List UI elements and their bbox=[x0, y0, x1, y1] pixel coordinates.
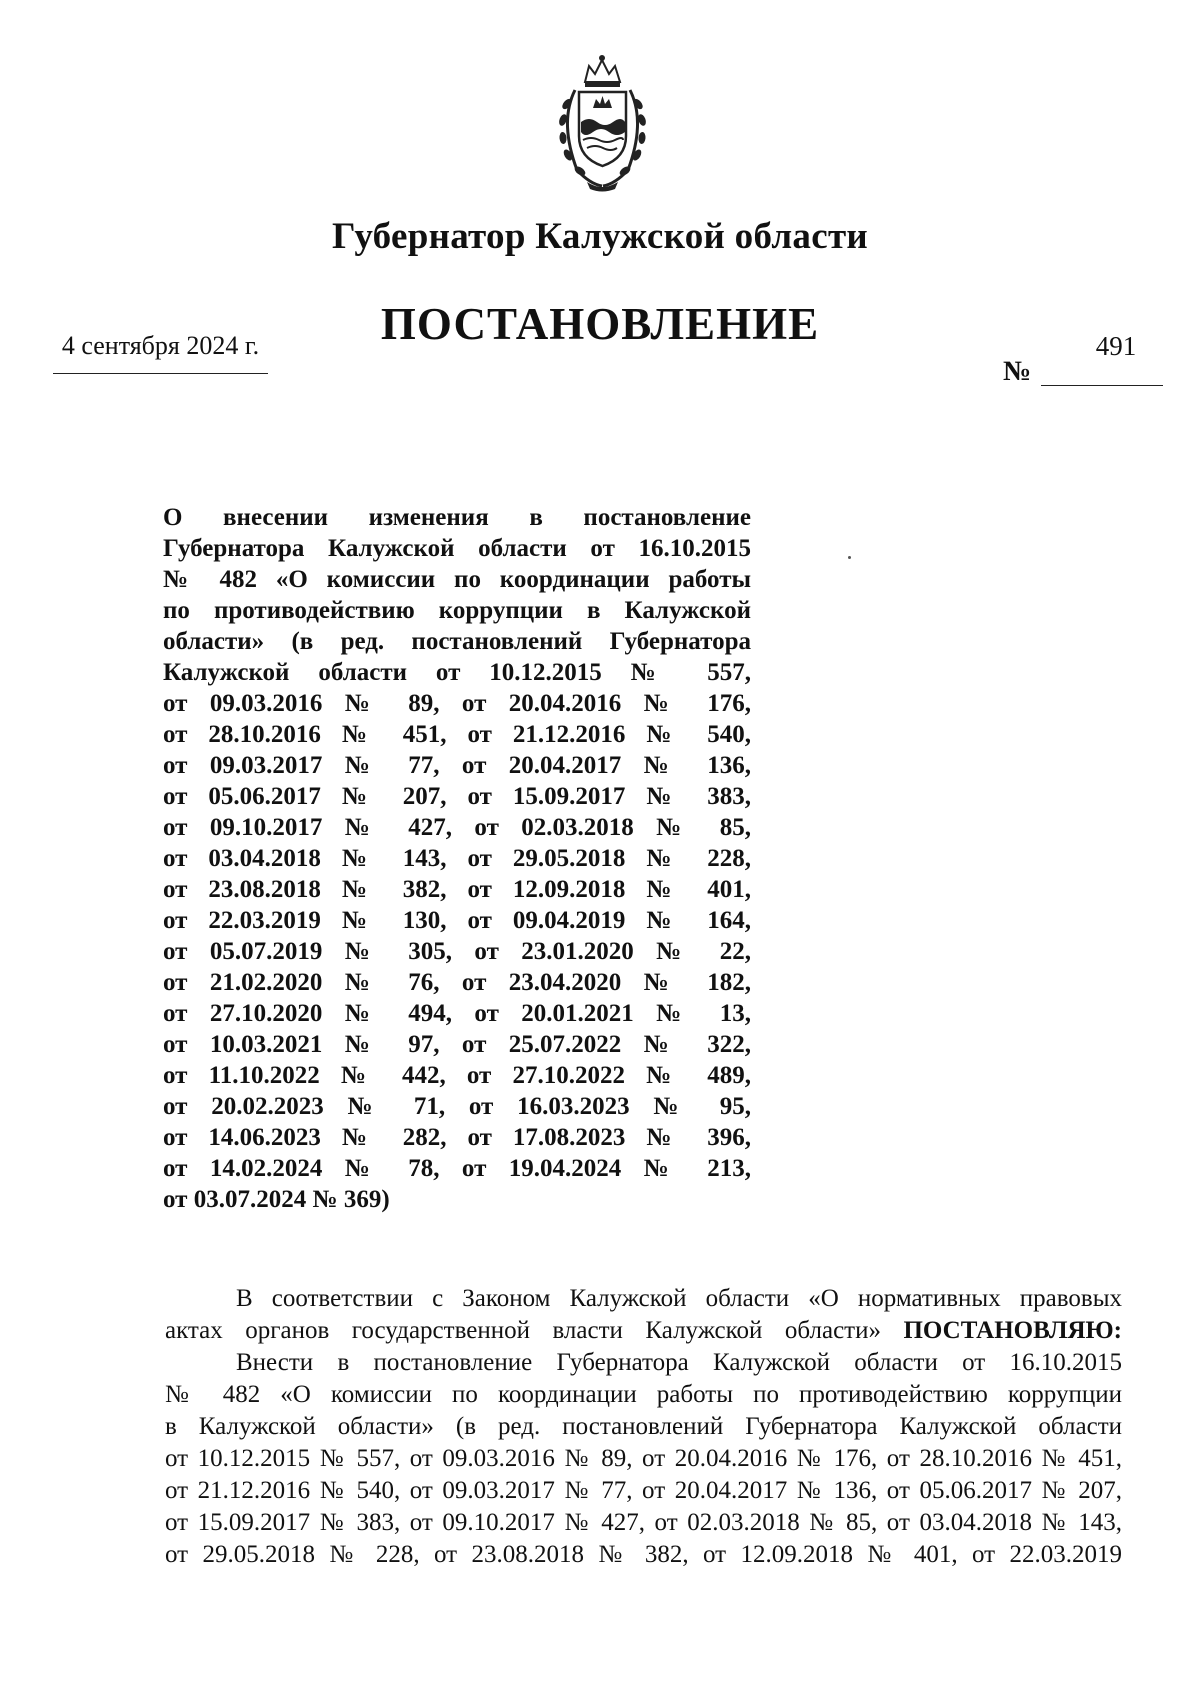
body-line: от 10.12.2015 № 557, от 09.03.2016 № 89, от 20.04.2016 № 176, от 28.10.2016 № 451, bbox=[165, 1445, 1122, 1472]
subject-line: от 09.03.2016 № 89, от 20.04.2016 № 176, bbox=[163, 690, 751, 717]
document-number: 491 bbox=[1095, 331, 1137, 361]
subject-line: от 03.07.2024 № 369) bbox=[163, 1186, 390, 1213]
body-line: от 15.09.2017 № 383, от 09.10.2017 № 427, от 02.03.2018 № 85, от 03.04.2018 № 143, bbox=[165, 1509, 1122, 1536]
subject-line: от 05.06.2017 № 207, от 15.09.2017 № 383, bbox=[163, 783, 751, 810]
subject-line: от 10.03.2021 № 97, от 25.07.2022 № 322, bbox=[163, 1031, 751, 1058]
subject-line: от 09.10.2017 № 427, от 02.03.2018 № 85, bbox=[163, 814, 751, 841]
document-body bbox=[165, 1283, 1122, 1571]
subject-line: от 09.03.2017 № 77, от 20.04.2017 № 136, bbox=[163, 752, 751, 779]
document-subject bbox=[163, 502, 751, 1215]
body-line: В соответствии с Законом Калужской области «О нормативных правовых bbox=[236, 1285, 1122, 1312]
number-underline bbox=[1041, 385, 1163, 386]
subject-line: от 20.02.2023 № 71, от 16.03.2023 № 95, bbox=[163, 1093, 751, 1120]
subject-line: Калужской области от 10.12.2015 № 557, bbox=[163, 659, 751, 686]
body-line bbox=[165, 1315, 1122, 1347]
date-underline bbox=[53, 373, 268, 374]
subject-line: по противодействию коррупции в Калужской bbox=[163, 597, 751, 624]
document-date: 4 сентября 2024 г. bbox=[61, 331, 260, 360]
subject-line: от 05.07.2019 № 305, от 23.01.2020 № 22, bbox=[163, 938, 751, 965]
body-line: № 482 «О комиссии по координации работы по противодействию коррупции bbox=[165, 1381, 1122, 1408]
issuer-title: Губернатор Калужской области bbox=[331, 216, 869, 257]
subject-line: от 21.02.2020 № 76, от 23.04.2020 № 182, bbox=[163, 969, 751, 996]
body-line: Внести в постановление Губернатора Калужской области от 16.10.2015 bbox=[236, 1349, 1122, 1376]
subject-line: от 28.10.2016 № 451, от 21.12.2016 № 540, bbox=[163, 721, 751, 748]
subject-line: области» (в ред. постановлений Губернатора bbox=[163, 628, 751, 655]
coat-of-arms-emblem bbox=[545, 52, 660, 194]
subject-line: от 22.03.2019 № 130, от 09.04.2019 № 164, bbox=[163, 907, 751, 934]
scan-speck bbox=[848, 556, 851, 559]
subject-line: Губернатора Калужской области от 16.10.2015 bbox=[163, 535, 751, 562]
subject-line: О внесении изменения в постановление bbox=[163, 504, 751, 531]
number-sign: № bbox=[1003, 356, 1032, 387]
subject-line: от 14.06.2023 № 282, от 17.08.2023 № 396, bbox=[163, 1124, 751, 1151]
body-line: в Калужской области» (в ред. постановлений Губернатора Калужской области bbox=[165, 1413, 1122, 1440]
document-type-title: ПОСТАНОВЛЕНИЕ bbox=[380, 299, 820, 349]
subject-line: № 482 «О комиссии по координации работы bbox=[163, 566, 751, 593]
body-line-text: актах органов государственной власти Калужской области» bbox=[165, 1317, 881, 1344]
subject-line: от 14.02.2024 № 78, от 19.04.2024 № 213, bbox=[163, 1155, 751, 1182]
subject-line: от 23.08.2018 № 382, от 12.09.2018 № 401, bbox=[163, 876, 751, 903]
body-line: от 21.12.2016 № 540, от 09.03.2017 № 77, от 20.04.2017 № 136, от 05.06.2017 № 207, bbox=[165, 1477, 1122, 1504]
subject-line: от 27.10.2020 № 494, от 20.01.2021 № 13, bbox=[163, 1000, 751, 1027]
body-line: от 29.05.2018 № 228, от 23.08.2018 № 382, от 12.09.2018 № 401, от 22.03.2019 bbox=[165, 1541, 1122, 1568]
subject-line: от 03.04.2018 № 143, от 29.05.2018 № 228, bbox=[163, 845, 751, 872]
resolution-keyword: ПОСТАНОВЛЯЮ: bbox=[903, 1317, 1122, 1344]
document-date-field bbox=[53, 331, 268, 374]
subject-line: от 11.10.2022 № 442, от 27.10.2022 № 489, bbox=[163, 1062, 751, 1089]
